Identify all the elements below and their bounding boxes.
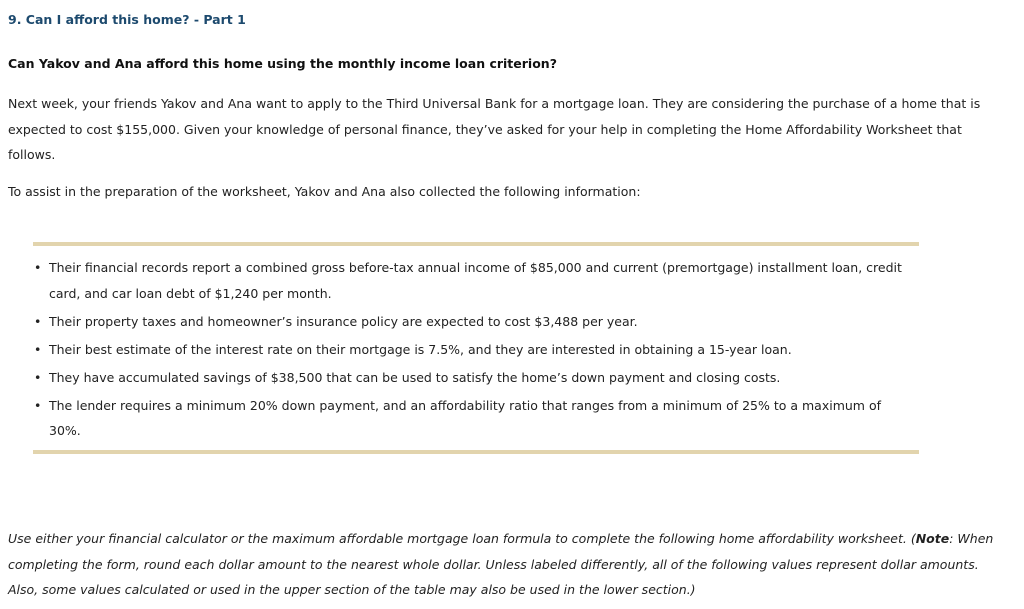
instructions-text-after-note: : When completing the form, round each dollar amount to the nearest whole dollar. Unless labeled differently, all of the following values represent dollar amounts. Also, some values calculated or used in the upper section of the table may also be used in the lower section.)	[8, 531, 994, 597]
bullet-icon: •	[34, 260, 42, 275]
instructions-paragraph	[8, 526, 1008, 603]
instructions-text-before-note: Use either your financial calculator or the maximum affordable mortgage loan formula to complete the following home affordability worksheet. (	[8, 531, 916, 546]
list-item	[30, 255, 910, 306]
question-heading: Can Yakov and Ana afford this home using the monthly income loan criterion?	[8, 56, 557, 71]
info-box-bottom-rule	[33, 450, 919, 454]
bullet-icon: •	[34, 397, 42, 413]
list-item-text: Their financial records report a combined gross before-tax annual income of $85,000 and current (premortgage) installment loan, credit card, and car loan debt of $1,240 per month.	[49, 260, 902, 301]
info-list	[30, 255, 910, 446]
page-title: 9. Can I afford this home? - Part 1	[8, 12, 246, 27]
bullet-icon: •	[34, 341, 42, 357]
bullet-icon: •	[34, 313, 42, 329]
list-item	[30, 393, 910, 444]
list-item-text: The lender requires a minimum 20% down payment, and an affordability ratio that ranges from a minimum of 25% to a maximum of 30%.	[49, 397, 882, 438]
list-item	[30, 309, 910, 335]
note-label: Note	[915, 531, 950, 546]
lead-in-paragraph: To assist in the preparation of the worksheet, Yakov and Ana also collected the following information:	[8, 184, 641, 199]
list-item	[30, 337, 910, 363]
list-item	[30, 365, 910, 391]
info-box-top-rule	[33, 242, 919, 246]
list-item-text: Their best estimate of the interest rate on their mortgage is 7.5%, and they are interested in obtaining a 15-year loan.	[49, 341, 792, 357]
intro-paragraph: Next week, your friends Yakov and Ana want to apply to the Third Universal Bank for a mortgage loan. They are considering the purchase of a home that is expected to cost $155,000. Given your knowledge of personal finance, they’ve asked for your help in completing the Home Affordability Worksheet that follows.	[8, 96, 981, 162]
list-item-text: Their property taxes and homeowner’s insurance policy are expected to cost $3,488 per year.	[49, 313, 638, 329]
list-item-text: They have accumulated savings of $38,500 that can be used to satisfy the home’s down payment and closing costs.	[49, 369, 781, 385]
bullet-icon: •	[34, 369, 42, 385]
